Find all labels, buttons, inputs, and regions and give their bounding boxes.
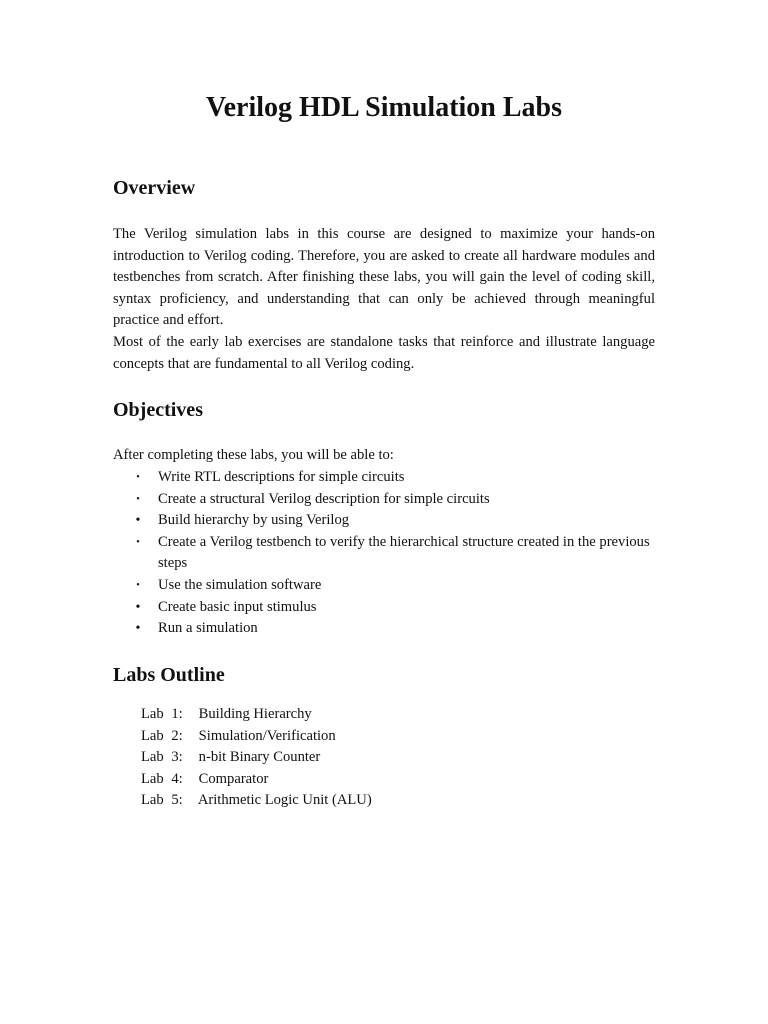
list-item [113,575,658,597]
lab-number: Lab 1: [141,706,183,722]
overview-heading: Overview [113,177,196,199]
lab-title: n-bit Binary Counter [198,749,321,766]
objectives-intro: After completing these labs, you will be able to: [113,447,394,463]
lab-number: Lab 3: [141,749,183,766]
lab-title: Comparator [198,770,269,787]
list-item [113,597,658,619]
objective-text: Run a simulation [158,620,258,637]
labs-outline-heading: Labs Outline [113,664,225,686]
lab-number: Lab 2: [141,727,183,744]
objective-text: Create a Verilog testbench to verify the hierarchical structure created in the previous steps [158,533,650,572]
lab-title: Arithmetic Logic Unit (ALU) [197,792,372,809]
bullet-icon: • [135,621,141,637]
lab-title: Building Hierarchy [198,706,312,722]
bullet-icon: • [136,472,140,483]
bullet-icon: • [136,579,140,591]
bullet-icon: • [136,536,140,548]
bullet-icon: • [135,599,141,615]
lab-title: Simulation/Verification [198,727,336,744]
bullet-icon: • [135,513,141,529]
list-item [113,532,658,575]
list-item [141,769,372,791]
lab-number: Lab 5: [141,792,183,809]
objective-text: Create a structural Verilog description for simple circuits [158,490,490,507]
objective-text: Build hierarchy by using Verilog [158,512,350,529]
overview-paragraph-1: The Verilog simulation labs in this course are designed to maximize your hands-on introduction to Verilog coding. Therefore, you are asked to create all hardware modules and testbenches from scratch. After finishing these labs, you will gain the level of coding skill, syntax proficiency, and understanding that can only be achieved through meaningful practice and effort. [113,226,655,329]
objective-text: Use the simulation software [158,576,322,593]
list-item [141,747,372,769]
list-item [141,704,372,726]
list-item [141,790,372,812]
list-item [113,467,658,489]
list-item [113,618,658,640]
document-title: Verilog HDL Simulation Labs [205,92,563,123]
list-item [113,510,658,532]
list-item [113,489,658,511]
lab-number: Lab 4: [141,770,183,787]
list-item [141,726,372,748]
objective-text: Create basic input stimulus [158,598,317,615]
overview-section [113,224,655,375]
overview-paragraph-2: Most of the early lab exercises are standalone tasks that reinforce and illustrate language concepts that are fundamental to all Verilog coding. [113,333,655,372]
labs-outline-list [141,704,372,812]
bullet-icon: • [136,493,140,505]
objectives-heading: Objectives [113,399,203,421]
objective-text: Write RTL descriptions for simple circuits [158,469,405,485]
objectives-list [113,467,658,640]
